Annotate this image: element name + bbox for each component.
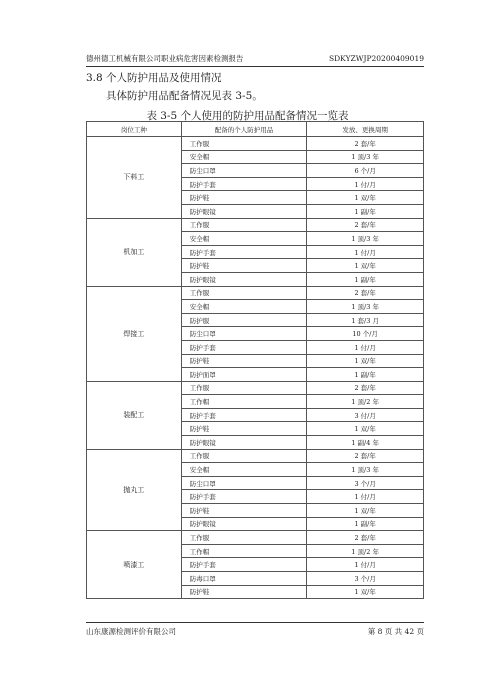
table-row: [87, 137, 424, 151]
ppe-item-cell: 安全帽: [181, 463, 307, 477]
cycle-cell: 2 套/年: [307, 449, 424, 463]
cycle-cell: 1 双/年: [307, 191, 424, 205]
cycle-cell: 1 副/年: [307, 204, 424, 218]
cycle-cell: 1 双/年: [307, 422, 424, 436]
cycle-cell: 1 顶/3 年: [307, 300, 424, 314]
cycle-cell: 1 双/年: [307, 585, 424, 599]
ppe-item-cell: 安全帽: [181, 232, 307, 246]
ppe-item-cell: 防护鞋: [181, 259, 307, 273]
ppe-item-cell: 工作服: [181, 531, 307, 545]
ppe-item-cell: 防护手套: [181, 558, 307, 572]
intro-text: 具体防护用品配备情况见表 3-5。: [106, 90, 263, 102]
ppe-item-cell: 工作服: [181, 381, 307, 395]
ppe-item-cell: 工作服: [181, 449, 307, 463]
ppe-item-cell: 防护手套: [181, 245, 307, 259]
header-company-title: 德州德工机械有限公司职业病危害因素检测报告: [86, 54, 244, 63]
page-footer: [86, 622, 424, 637]
footer-page-number: 第 8 页 共 42 页: [367, 627, 424, 636]
ppe-item-cell: 安全帽: [181, 150, 307, 164]
ppe-item-cell: 防护鞋: [181, 504, 307, 518]
cycle-cell: 1 套/3 月: [307, 313, 424, 327]
ppe-item-cell: 防护鞋: [181, 354, 307, 368]
ppe-item-cell: 防护手套: [181, 177, 307, 191]
ppe-item-cell: 防护鞋: [181, 422, 307, 436]
job-cell: 焊接工: [87, 286, 182, 381]
ppe-item-cell: 防护鞋: [181, 585, 307, 599]
cycle-cell: 10 个/月: [307, 327, 424, 341]
table-header-row: [87, 122, 424, 137]
cycle-cell: 2 套/年: [307, 531, 424, 545]
ppe-item-cell: 防护手套: [181, 490, 307, 504]
ppe-item-cell: 防毒口罩: [181, 572, 307, 586]
ppe-item-cell: 工作服: [181, 218, 307, 232]
cycle-cell: 1 副/年: [307, 517, 424, 531]
cycle-cell: 1 双/年: [307, 354, 424, 368]
cycle-cell: 6 个/月: [307, 164, 424, 178]
cycle-cell: 1 付/月: [307, 245, 424, 259]
ppe-item-cell: 防护面罩: [181, 368, 307, 382]
cycle-cell: 3 个/月: [307, 476, 424, 490]
cycle-cell: 1 副/年: [307, 368, 424, 382]
cycle-cell: 1 付/月: [307, 558, 424, 572]
table-body: [87, 137, 424, 599]
cycle-cell: 1 付/月: [307, 340, 424, 354]
cycle-cell: 1 顶/3 年: [307, 232, 424, 246]
cycle-cell: 1 副/4 年: [307, 436, 424, 450]
cycle-cell: 1 顶/3 年: [307, 463, 424, 477]
ppe-item-cell: 防护服: [181, 313, 307, 327]
table-row: [87, 286, 424, 300]
cycle-cell: 1 副/年: [307, 272, 424, 286]
header-report-number: SDKYZWJP20200409019: [329, 54, 424, 63]
ppe-item-cell: 防护眼镜: [181, 436, 307, 450]
table-row: [87, 449, 424, 463]
page-header: [86, 54, 424, 67]
cycle-cell: 1 双/年: [307, 259, 424, 273]
cycle-cell: 3 个/月: [307, 572, 424, 586]
job-cell: 喷漆工: [87, 531, 182, 599]
ppe-item-cell: 工作服: [181, 286, 307, 300]
ppe-item-cell: 工作帽: [181, 544, 307, 558]
ppe-item-cell: 防护眼镜: [181, 272, 307, 286]
column-header-cycle: 发放、更换周期: [307, 122, 424, 137]
ppe-item-cell: 防护鞋: [181, 191, 307, 205]
cycle-cell: 2 套/年: [307, 137, 424, 151]
ppe-item-cell: 防尘口罩: [181, 164, 307, 178]
table-caption: 表 3-5 个人使用的防护用品配备情况一览表: [146, 110, 349, 122]
ppe-table: [86, 121, 424, 599]
job-cell: 抛丸工: [87, 449, 182, 531]
ppe-item-cell: 防护手套: [181, 340, 307, 354]
cycle-cell: 1 付/月: [307, 177, 424, 191]
cycle-cell: 1 顶/3 年: [307, 150, 424, 164]
ppe-item-cell: 工作服: [181, 137, 307, 151]
cycle-cell: 1 顶/2 年: [307, 544, 424, 558]
table-row: [87, 381, 424, 395]
ppe-item-cell: 防护眼镜: [181, 517, 307, 531]
cycle-cell: 3 付/月: [307, 408, 424, 422]
cycle-cell: 1 付/月: [307, 490, 424, 504]
table-row: [87, 531, 424, 545]
job-cell: 下料工: [87, 137, 182, 219]
ppe-item-cell: 防尘口罩: [181, 327, 307, 341]
section-title: 3.8 个人防护用品及使用情况: [86, 72, 222, 84]
ppe-item-cell: 防尘口罩: [181, 476, 307, 490]
column-header-ppe: 配备的个人防护用品: [181, 122, 307, 137]
footer-company: 山东康源检测评价有限公司: [86, 627, 176, 636]
cycle-cell: 1 顶/2 年: [307, 395, 424, 409]
job-cell: 机加工: [87, 218, 182, 286]
ppe-item-cell: 工作帽: [181, 395, 307, 409]
cycle-cell: 1 双/年: [307, 504, 424, 518]
column-header-job: 岗位工种: [87, 122, 182, 137]
cycle-cell: 2 套/年: [307, 286, 424, 300]
cycle-cell: 2 套/年: [307, 218, 424, 232]
cycle-cell: 2 套/年: [307, 381, 424, 395]
job-cell: 装配工: [87, 381, 182, 449]
ppe-item-cell: 防护手套: [181, 408, 307, 422]
ppe-item-cell: 防护眼镜: [181, 204, 307, 218]
table-row: [87, 218, 424, 232]
ppe-item-cell: 安全帽: [181, 300, 307, 314]
